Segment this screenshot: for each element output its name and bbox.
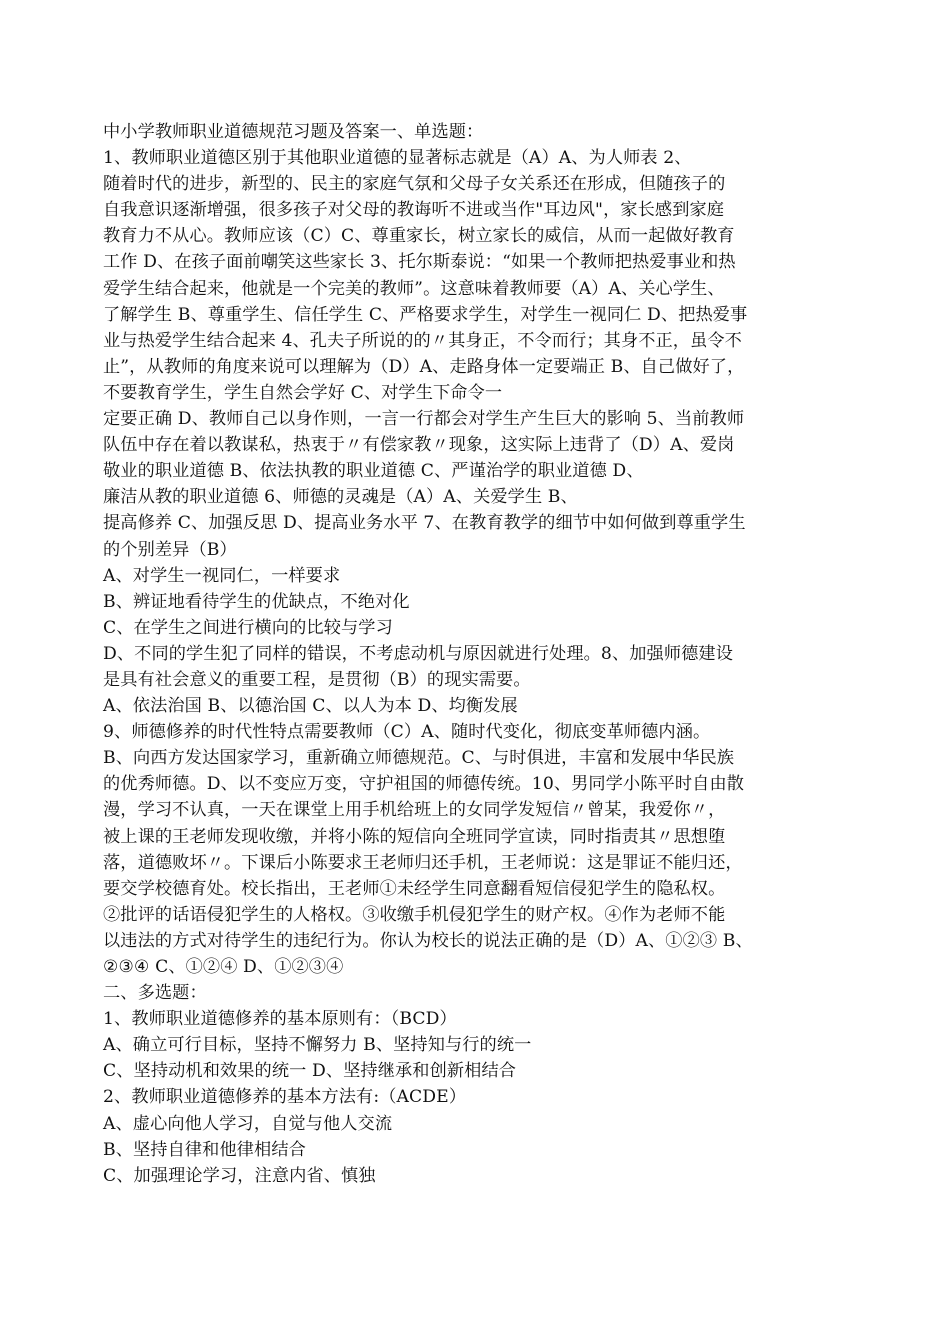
text-line: 漫，学习不认真，一天在课堂上用手机给班上的女同学发短信〃曾某，我爱你〃， — [103, 800, 726, 821]
option-line: D、不同的学生犯了同样的错误，不考虑动机与原因就进行处理。8、加强师德建设 — [103, 643, 733, 664]
option-line: B、坚持自律和他律相结合 — [103, 1139, 306, 1160]
text-line: 教育力不从心。教师应该（C）C、尊重家长，树立家长的威信，从而一起做好教育 — [103, 226, 735, 247]
text-line: 不要教育学生，学生自然会学好 C、对学生下命令一 — [103, 382, 503, 403]
text-line: 以违法的方式对待学生的违纪行为。你认为校长的说法正确的是（D）A、①②③ B、 — [103, 930, 753, 951]
option-line: C、坚持动机和效果的统一 D、坚持继承和创新相结合 — [103, 1061, 517, 1082]
text-line: 落，道德败坏〃。下课后小陈要求王老师归还手机，王老师说：这是罪证不能归还， — [103, 852, 743, 873]
option-line: A、依法治国 B、以德治国 C、以人为本 D、均衡发展 — [103, 696, 518, 717]
option-line: A、对学生一视同仁，一样要求 — [103, 565, 341, 586]
text-line: 定要正确 D、教师自己以身作则，一言一行都会对学生产生巨大的影响 5、当前教师 — [103, 409, 745, 430]
text-line: 止”，从教师的角度来说可以理解为（D）A、走路身体一定要端正 B、自己做好了， — [103, 356, 745, 377]
document-body — [103, 119, 855, 1189]
text-line: 自我意识逐渐增强，很多孩子对父母的教诲听不进或当作"耳边风"，家长感到家庭 — [103, 200, 725, 221]
option-line: A、虚心向他人学习，自觉与他人交流 — [103, 1113, 393, 1134]
text-line: 的优秀师德。D、以不变应万变，守护祖国的师德传统。10、男同学小陈平时自由散 — [103, 774, 745, 795]
text-line: ②③④ C、①②④ D、①②③④ — [103, 957, 344, 977]
text-line: 队伍中存在着以教谋私，热衷于〃有偿家教〃现象，这实际上违背了（D）A、爱岗 — [103, 435, 735, 456]
text-line: ②批评的话语侵犯学生的人格权。③收缴手机侵犯学生的财产权。④作为老师不能 — [103, 904, 726, 925]
text-line: 被上课的王老师发现收缴，并将小陈的短信向全班同学宣读，同时指责其〃思想堕 — [103, 826, 726, 847]
option-line: A、确立可行目标，坚持不懈努力 B、坚持知与行的统一 — [103, 1035, 532, 1056]
text-line: 是具有社会意义的重要工程，是贯彻（B）的现实需要。 — [103, 669, 531, 690]
text-line: 提高修养 C、加强反思 D、提高业务水平 7、在教育教学的细节中如何做到尊重学生 — [103, 513, 746, 534]
text-line: 工作 D、在孩子面前嘲笑这些家长 3、托尔斯泰说：“如果一个教师把热爱事业和热 — [103, 252, 736, 273]
text-line: 爱学生结合起来，他就是一个完美的教师”。这意味着教师要（A）A、关心学生、 — [103, 278, 725, 299]
document-title-line: 中小学教师职业道德规范习题及答案一、单选题： — [103, 122, 484, 142]
option-line: C、在学生之间进行横向的比较与学习 — [103, 617, 393, 638]
option-line: B、辨证地看待学生的优缺点，不绝对化 — [103, 591, 410, 612]
text-line: 1、教师职业道德修养的基本原则有：（BCD） — [103, 1009, 457, 1030]
text-line: 业与热爱学生结合起来 4、孔夫子所说的的〃其身正，不令而行；其身不正，虽令不 — [103, 330, 742, 351]
text-line: 的个别差异（B） — [103, 539, 237, 560]
text-line: 随着时代的进步，新型的、民主的家庭气氛和父母子女关系还在形成，但随孩子的 — [103, 174, 726, 195]
option-line: C、加强理论学习，注意内省、慎独 — [103, 1165, 376, 1186]
section-heading: 二、多选题： — [103, 983, 207, 1004]
text-line: 要交学校德育处。校长指出，王老师①未经学生同意翻看短信侵犯学生的隐私权。 — [103, 878, 726, 899]
text-line: 敬业的职业道德 B、依法执教的职业道德 C、严谨治学的职业道德 D、 — [103, 461, 644, 482]
text-line: 9、师德修养的时代性特点需要教师（C）A、随时代变化，彻底变革师德内涵。 — [103, 722, 711, 743]
text-line: 2、教师职业道德修养的基本方法有:（ACDE） — [103, 1087, 467, 1108]
text-line: 1、教师职业道德区别于其他职业道德的显著标志就是（A）A、为人师表 2、 — [103, 148, 692, 169]
text-line: 了解学生 B、尊重学生、信任学生 C、严格要求学生，对学生一视同仁 D、把热爱事 — [103, 304, 748, 325]
text-line: B、向西方发达国家学习，重新确立师德规范。C、与时俱进，丰富和发展中华民族 — [103, 748, 735, 769]
text-line: 廉洁从教的职业道德 6、师德的灵魂是（A）A、关爱学生 B、 — [103, 487, 578, 508]
